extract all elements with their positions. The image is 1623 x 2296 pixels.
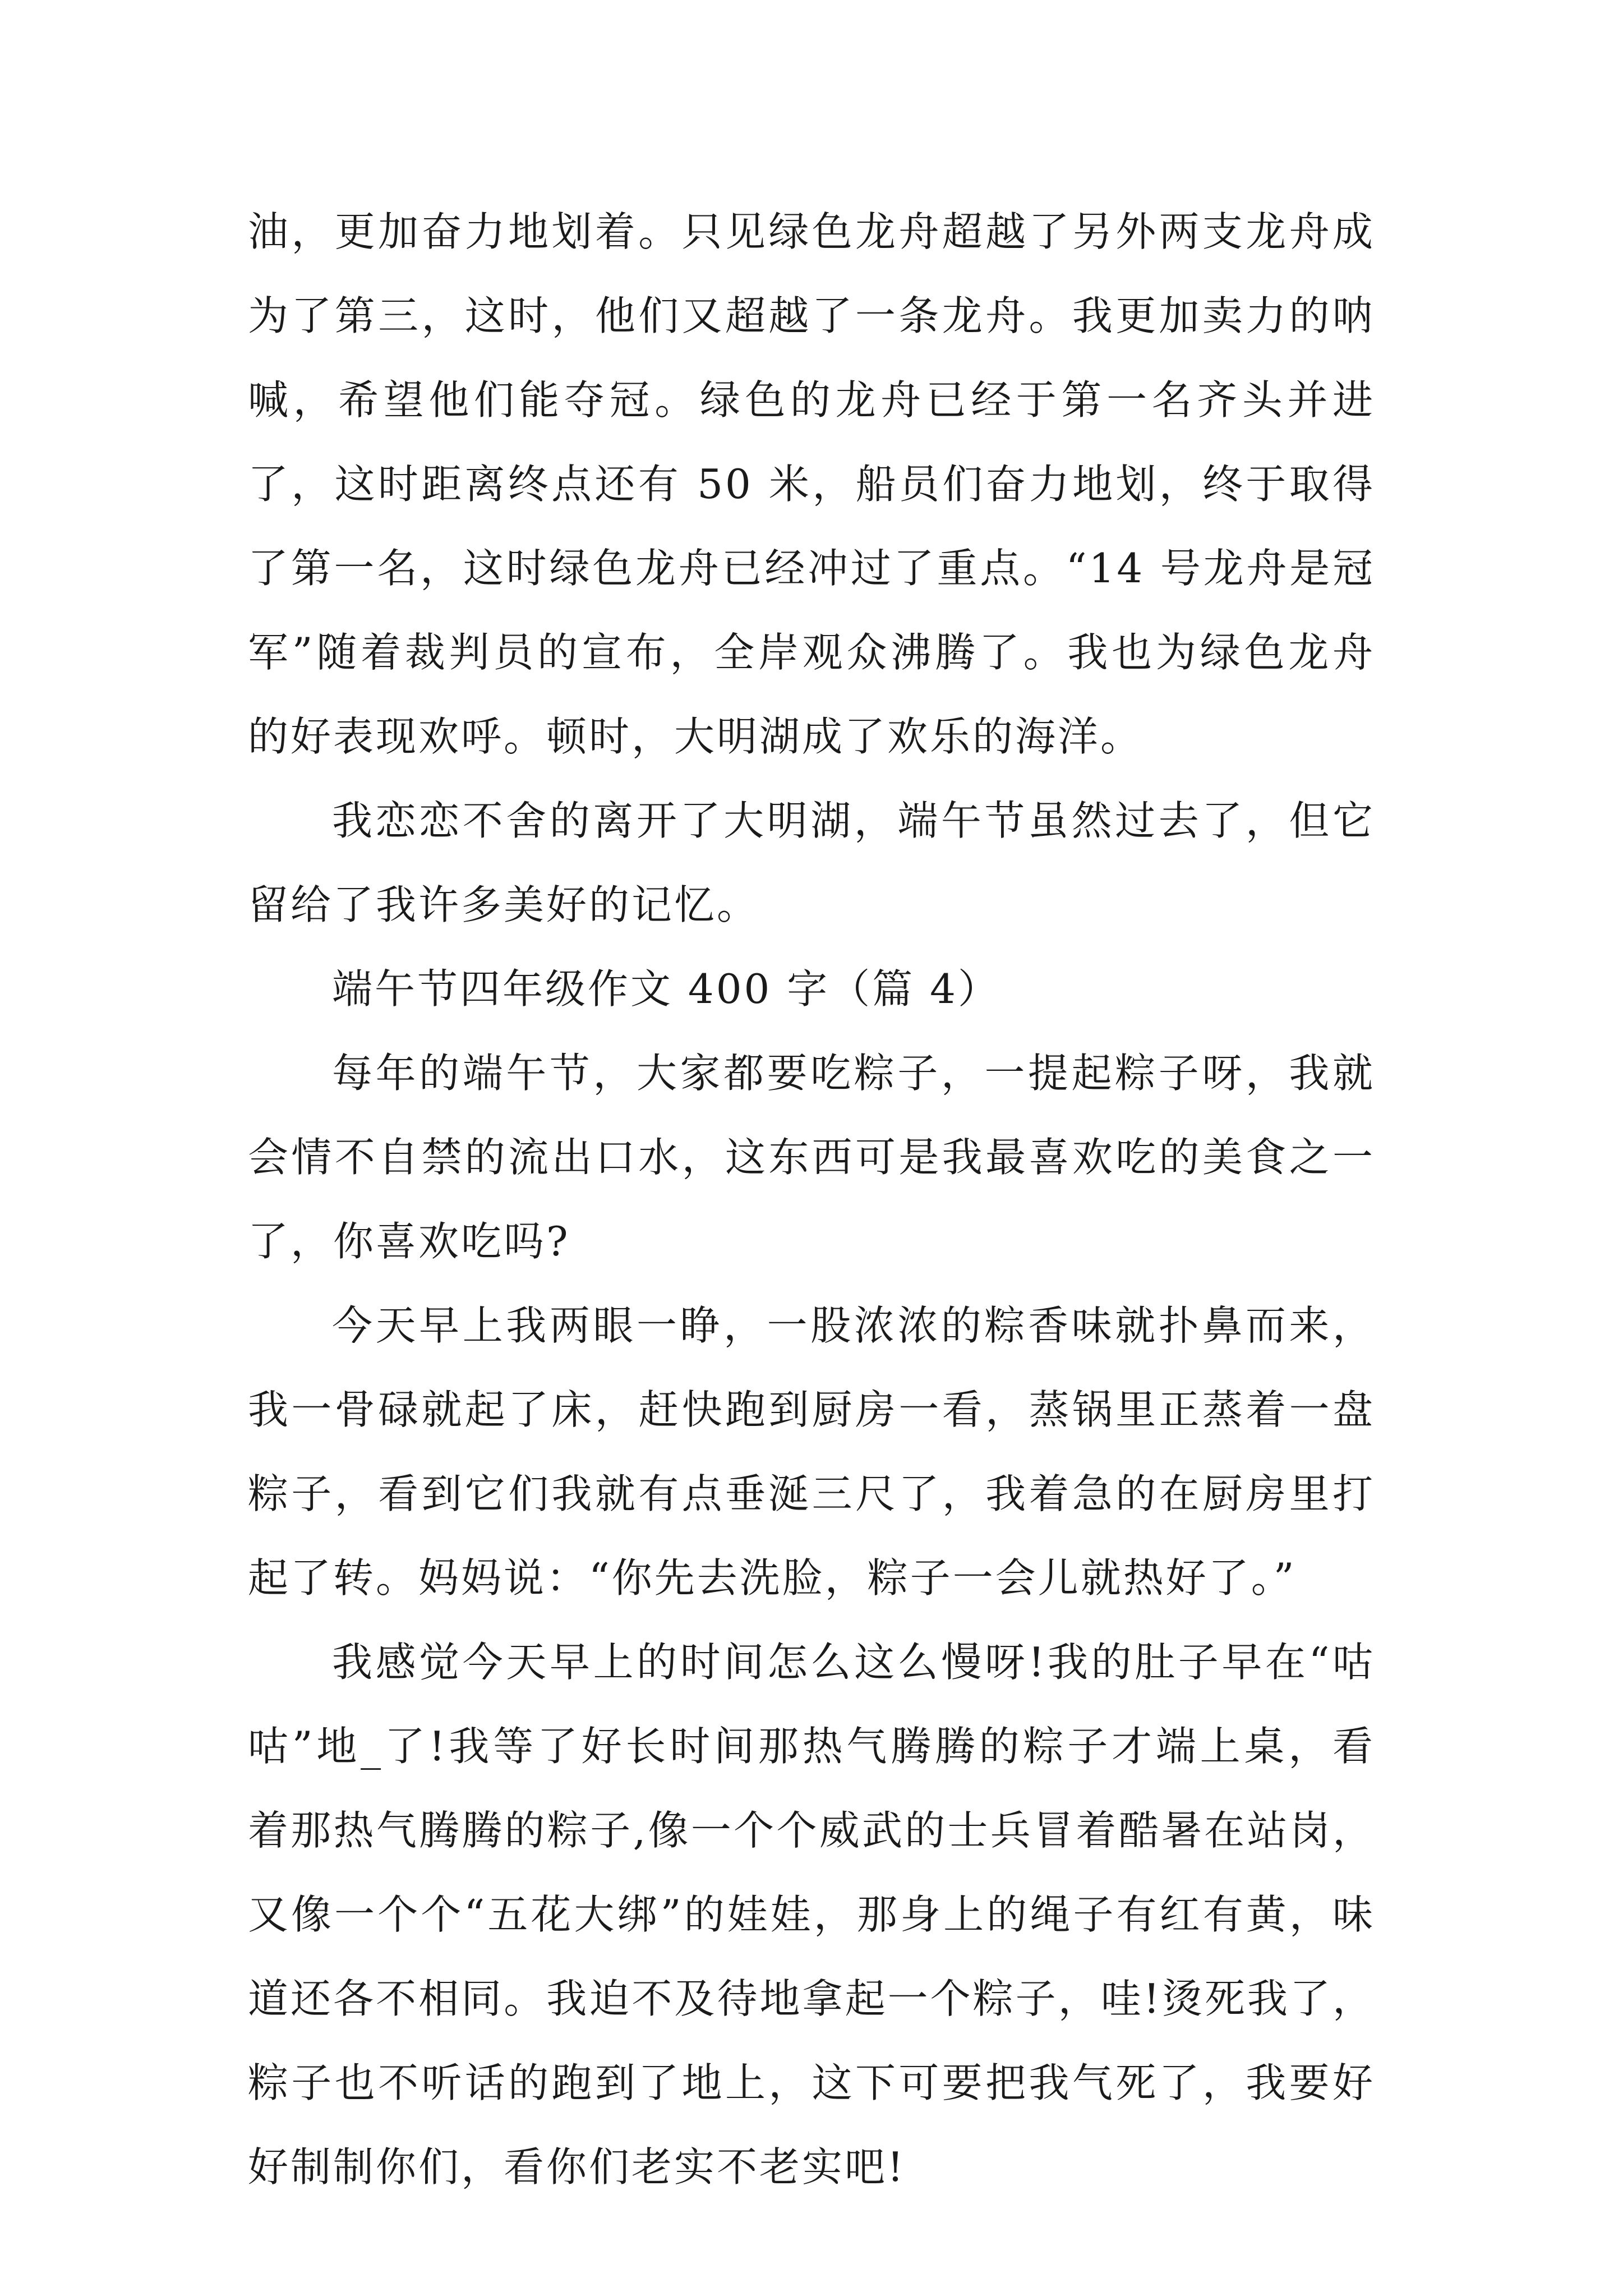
section-heading: 端午节四年级作文 400 字（篇 4） [332, 965, 1000, 1013]
paragraph-3: 每年的端午节，大家都要吃粽子，一提起粽子呀，我就会情不自禁的流出口水，这东西可是我最喜欢吃的美食之一了，你喜欢吃吗? [248, 1050, 1375, 1265]
paragraph-1: 油，更加奋力地划着。只见绿色龙舟超越了另外两支龙舟成为了第三，这时，他们又超越了一条龙舟。我更加卖力的呐喊，希望他们能夺冠。绿色的龙舟已经于第一名齐头并进了，这时距离终点还有 50 米，船员们奋力地划，终于取得了第一名，这时绿色龙舟已经冲过了重点。“14 号龙舟是冠军”随着裁判员的宣布，全岸观众沸腾了。我也为绿色龙舟的好表现欢呼。顿时，大明湖成了欢乐的海洋。 [248, 208, 1375, 760]
paragraph-2: 我恋恋不舍的离开了大明湖，端午节虽然过去了，但它留给了我许多美好的记忆。 [248, 797, 1375, 928]
article-body [248, 190, 1375, 2209]
paragraph-5: 我感觉今天早上的时间怎么这么慢呀!我的肚子早在“咕咕”地_了!我等了好长时间那热气腾腾的粽子才端上桌，看着那热气腾腾的粽子,像一个个威武的士兵冒着酷暑在站岗，又像一个个“五花大绑”的娃娃，那身上的绳子有红有黄，味道还各不相同。我迫不及待地拿起一个粽子，哇!烫死我了，粽子也不听话的跑到了地上，这下可要把我气死了，我要好好制制你们，看你们老实不老实吧! [248, 1639, 1375, 2191]
paragraph-4: 今天早上我两眼一睁，一股浓浓的粽香味就扑鼻而来，我一骨碌就起了床，赶快跑到厨房一看，蒸锅里正蒸着一盘粽子，看到它们我就有点垂涎三尺了，我着急的在厨房里打起了转。妈妈说：“你先去洗脸，粽子一会儿就热好了。” [248, 1302, 1375, 1602]
